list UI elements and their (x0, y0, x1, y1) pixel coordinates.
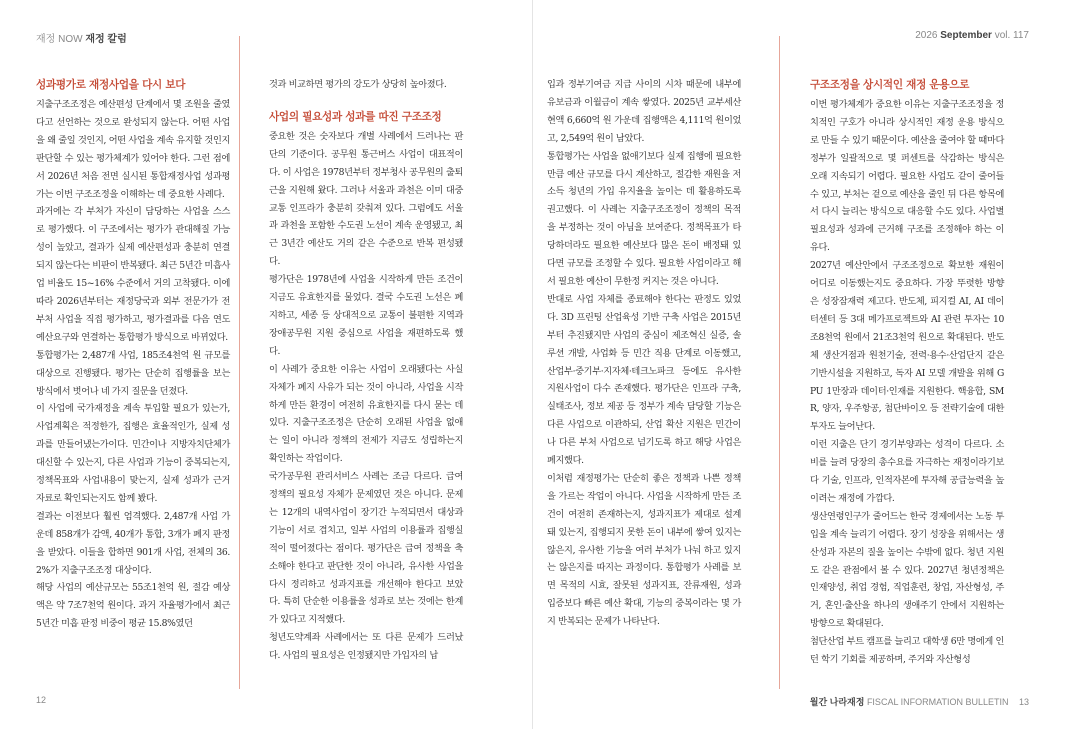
paragraph: 결과는 이전보다 훨씬 엄격했다. 2,487개 사업 가운데 858개가 감액, 40개가 통합, 3개가 폐지 판정을 받았다. 이들을 합하면 901개 사업, 전체의 36.2%가 지출구조조정 대상이다. (36, 510, 230, 576)
paragraph: 입과 정부기여금 지급 사이의 시차 때문에 내부에 유보금과 이월금이 계속 쌓였다. 2025년 교부세산현액 6,660억 원 가운데 집행액은 4,111억 원이었고, 2,549억 원이 남았다. (547, 79, 741, 144)
paragraph: 청년도약계좌 사례에서는 또 다른 문제가 드러났다. 사업의 필요성은 인정됐지만 가입자의 납 (269, 632, 463, 662)
publication-name-kr: 월간 나라재정 (809, 697, 865, 707)
paragraph: 중요한 것은 숫자보다 개별 사례에서 드러나는 판단의 기준이다. 공무원 통근버스 사업이 대표적이다. 이 사업은 1978년부터 정부청사 공무원의 출퇴근을 지원해 왔다. 그러나 서울과 과천은 이미 대중교통 인프라가 충분히 갖춰져 있다. 그럼에도 서울과 과천을 포함한 수도권 노선이 계속 운영됐고, 최근 3년간 예산도 거의 같은 수준으로 반복 편성됐다. (269, 130, 463, 268)
column-divider (779, 36, 780, 689)
paragraph: 이번 평가체계가 중요한 이유는 지출구조조정을 정치적인 구호가 아니라 상시적인 재정 운용 방식으로 만들 수 있기 때문이다. 예산을 줄여야 할 때마다 정부가 일괄적으로 몇 퍼센트를 삭감하는 방식은 오래 지속되기 어렵다. 필요한 사업도 같이 줄어들 수 있고, 부처는 겉으로 예산을 줄인 뒤 다른 항목에서 다시 늘리는 방식으로 대응할 수도 있다. 사업별 필요성과 성과에 근거해 구조를 조정해야 하는 이유다. (810, 99, 1004, 254)
publication-name-en: FISCAL INFORMATION BULLETIN (866, 697, 1009, 707)
paragraph: 이 사례가 중요한 이유는 사업이 오래됐다는 사실 자체가 폐지 사유가 되는 것이 아니라, 사업을 시작하게 만든 환경이 여전히 유효한지를 다시 묻는 데 있다. 지출구조조정은 단순히 오래된 사업을 없애는 일이 아니라 정책의 전제가 지금도 성립하는지 확인하는 작업이다. (269, 363, 463, 465)
paragraph: 통합평가는 사업을 없애기보다 실제 집행에 필요한 만큼 예산 규모를 다시 계산하고, 절감한 재원을 저소득 청년의 가입 유지율을 높이는 데 활용하도록 권고했다. 이 사례는 지출구조조정이 정책의 목적을 부정하는 것이 아님을 보여준다. 정책목표가 타당하더라도 필요한 예산보다 많은 돈이 배정돼 있다면 규모를 조정할 수 있다. 필요한 사업이라고 해서 필요한 예산이 무한정 커지는 것은 아니다. (547, 150, 741, 287)
section-title: 사업의 필요성과 성과를 따진 구조조정 (269, 110, 442, 123)
page-number-left: 12 (36, 695, 47, 705)
paragraph: 지출구조조정은 예산편성 단계에서 몇 조원을 줄였다고 선언하는 것으로 완성되지 않는다. 어떤 사업을 왜 줄일 것인지, 어떤 사업을 계속 유지할 것인지 판단할 수 있는 평가체계가 있어야 한다. 그런 점에서 2026년 처음 전면 실시된 통합재정사업 성과평가는 이번 구조조정을 이해하는 데 중요한 사례다. (36, 99, 230, 200)
footer-right (810, 695, 1029, 708)
magazine-name: 재정 NOW (36, 34, 83, 45)
issue-volume: vol. 117 (994, 30, 1029, 41)
column-divider (239, 36, 240, 689)
right-page (533, 0, 1066, 729)
spacer (269, 94, 463, 108)
issue-month: September (940, 30, 992, 41)
paragraph: 이 사업에 국가재정을 계속 투입할 필요가 있는가, 사업계획은 적정한가, 집행은 효율적인가, 실제 성과를 만들어냈는가이다. 민간이나 지방자치단체가 대신할 수 있는지, 다른 사업과 기능이 중복되는지, 정책목표와 사업내용이 맞는지, 실제 성과가 근거자료로 확인되는지도 함께 봤다. (36, 403, 230, 504)
paragraph: 첨단산업 부트 캠프를 늘리고 대학생 6만 명에게 인턴 학기 기회를 제공하며, 주거와 자산형성 (810, 636, 1004, 666)
issue-year: 2026 (915, 30, 938, 41)
paragraph: 생산연령인구가 줄어드는 한국 경제에서는 노동 투입을 계속 늘리기 어렵다. 장기 성장을 위해서는 생산성과 자본의 질을 높이는 수밖에 없다. 청년 지원도 같은 관점에서 볼 수 있다. 2027년 청년정책은 인재양성, 취업 경험, 직업훈련, 창업, 자산형성, 주거, 혼인·출산을 하나의 생애주기 안에서 지원하는 방향으로 확대된다. (810, 510, 1004, 630)
header-left (36, 30, 127, 45)
paragraph: 통합평가는 2,487개 사업, 185조4천억 원 규모를 대상으로 진행됐다. 평가는 단순히 집행률을 보는 방식에서 벗어나 네 가지 질문을 던졌다. (36, 349, 230, 397)
paragraph: 이런 지출은 단기 경기부양과는 성격이 다르다. 소비를 늘려 당장의 총수요를 자극하는 재정이라기보다 기술, 인프라, 인적자본에 투자해 공급능력을 높이려는 재정에 가깝다. (810, 439, 1004, 504)
column-1 (36, 76, 230, 633)
paragraph: 과거에는 각 부처가 자신이 담당하는 사업을 스스로 평가했다. 이 구조에서는 평가가 관대해질 가능성이 높았고, 결과가 실제 예산편성과 충분히 연결되지 않는다는 비판이 반복됐다. 최근 5년간 미흡사업 비율도 15~16% 수준에서 거의 고착됐다. 이에 따라 2026년부터는 재정당국과 외부 전문가가 전 부처 사업을 직접 평가하고, 평가결과를 다음 연도 예산요구와 연결하는 통합평가 방식으로 바뀌었다. (36, 206, 230, 343)
paragraph: 평가단은 1978년에 사업을 시작하게 만든 조건이 지금도 유효한지를 물었다. 결국 수도권 노선은 폐지하고, 세종 등 상대적으로 교통이 불편한 지역과 장애공무원 지원 중심으로 사업을 재편하도록 했다. (269, 274, 463, 357)
paragraph: 해당 사업의 예산규모는 55조1천억 원, 절감 예상액은 약 7조7천억 원이다. 과거 자율평가에서 최근 5년간 미흡 판정 비중이 평균 15.8%였던 (36, 582, 230, 630)
section-title: 성과평가로 재정사업을 다시 보다 (36, 79, 186, 91)
column-2 (269, 76, 463, 665)
paragraph: 2027년 예산안에서 구조조정으로 확보한 재원이 어디로 이동했는지도 중요하다. 가장 뚜렷한 방향은 성장잠재력 제고다. 반도체, 피지컬 AI, AI 데이터센터 등 3대 메가프로젝트와 AI 관련 투자는 10조8천억 원에서 21조3천억 원으로 확대된다. 반도체 생산거점과 원천기술, 전력·용수·산업단지 같은 기반시설을 지원하고, 독자 AI 모델 개발을 위해 GPU 1만장과 데이터·인재를 지원한다. 핵융합, SMR, 양자, 우주항공, 첨단바이오 등 전략기술에 대한 투자도 늘어난다. (810, 260, 1004, 433)
header-right (915, 30, 1029, 41)
paragraph: 국가공무원 관리서비스 사례는 조금 다르다. 급여 정책의 필요성 자체가 문제였던 것은 아니다. 문제는 12개의 내역사업이 장기간 누적되면서 대상과 기능이 서로 겹치고, 일부 사업의 이용률과 집행실적이 떨어졌다는 점이다. 평가단은 급여 정책을 축소해야 한다고 판단한 것이 아니라, 유사한 사업을 다시 정리하고 성과지표를 개선해야 한다고 보았다. 특히 단순한 이용률을 성과로 보는 것에는 한계가 있다고 지적했다. (269, 471, 463, 626)
paragraph: 이처럼 재정평가는 단순히 좋은 정책과 나쁜 정책을 가르는 작업이 아니다. 사업을 시작하게 만든 조건이 여전히 존재하는지, 성과지표가 제대로 설계돼 있는지, 집행되지 못한 돈이 내부에 쌓여 있지는 않은지, 유사한 기능을 여러 부처가 나눠 하고 있지는 않은지를 따지는 과정이다. 통합평가 사례를 보면 목적의 시효, 잘못된 성과지표, 잔류재원, 성과 입증보다 빠른 예산 확대, 기능의 중복이라는 몇 가지 반복되는 문제가 나타난다. (547, 472, 741, 628)
section-title: 구조조정을 상시적인 재정 운용으로 (810, 79, 970, 91)
paragraph: 반대로 사업 자체를 종료해야 한다는 판정도 있었다. 3D 프린팅 산업육성 기반 구축 사업은 2015년부터 추진됐지만 사업의 중심이 제조혁신 실증, 솔루션 개발, 사업화 등 민간 직용 단계로 이동했고, 산업부·중기부·지자체·테크노파크 등에도 유사한 지원사업이 다수 존재했다. 평가단은 인프라 구축, 실태조사, 정보 제공 등 정부가 계속 담당할 기능은 다른 사업으로 이관하되, 산업 확산 지원은 민간이나 다른 부처 사업으로 넘기도록 하고 해당 사업은 폐지했다. (547, 293, 741, 467)
column-3 (547, 76, 741, 631)
section-name: 재정 칼럼 (85, 34, 127, 45)
page-number-right: 13 (1018, 697, 1029, 707)
paragraph: 것과 비교하면 평가의 강도가 상당히 높아졌다. (269, 79, 447, 90)
column-4 (810, 76, 1004, 669)
